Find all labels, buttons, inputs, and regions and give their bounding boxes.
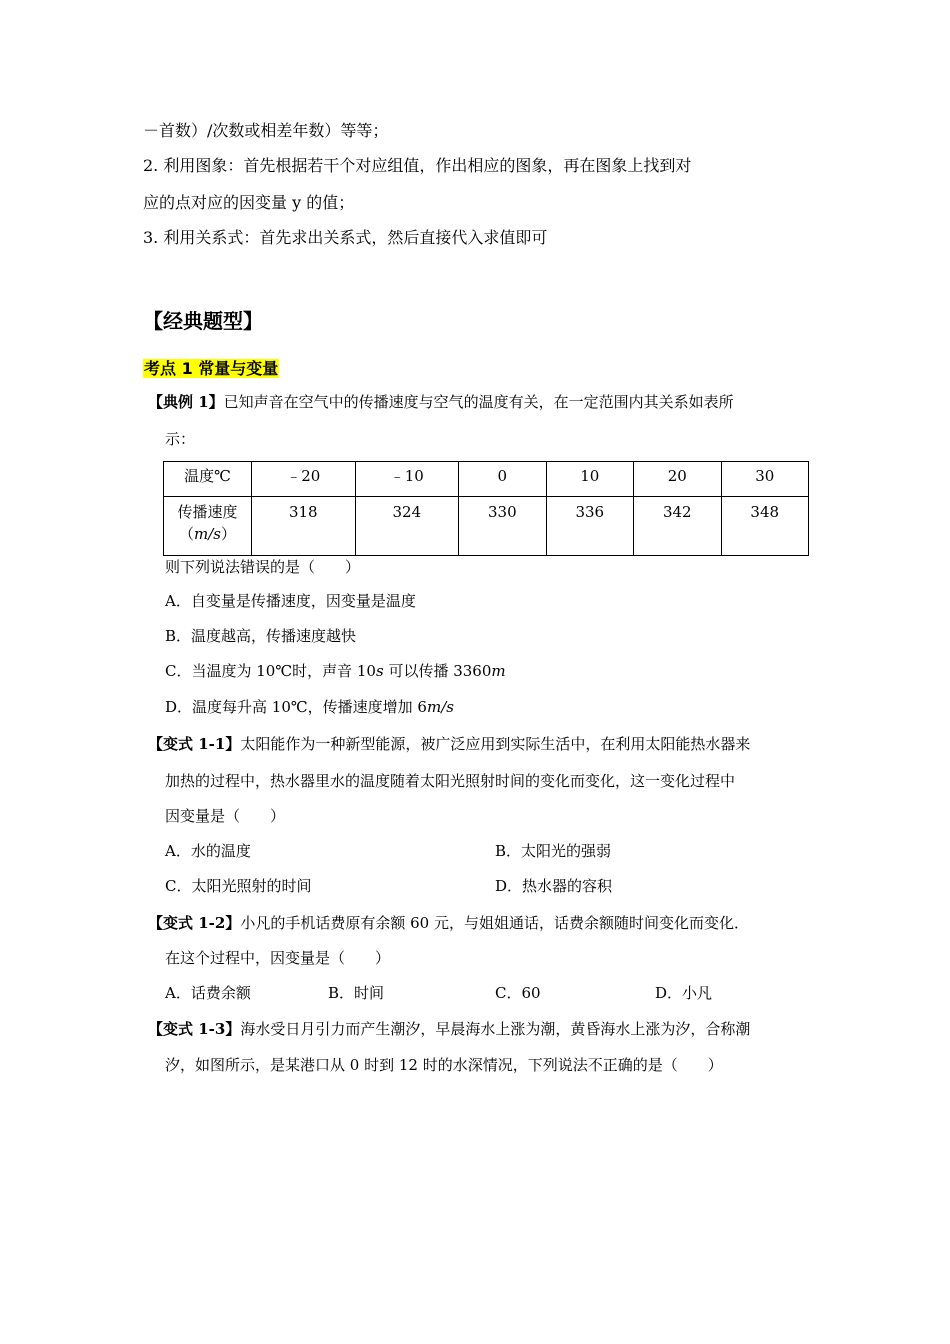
intro-line-4: 3. 利用关系式：首先求出关系式，然后直接代入求值即可 (143, 228, 548, 247)
table-cell: 348 (721, 497, 809, 556)
variant13-tag: 【变式 1-3】 (148, 1020, 241, 1038)
variant12-option-a: A．话费余额 (165, 984, 251, 1002)
variant13-line-1 (148, 1019, 750, 1039)
table-cell: 318 (252, 497, 356, 556)
example1-line-1 (148, 392, 734, 412)
intro-line-2: 2. 利用图象：首先根据若干个对应组值，作出相应的图象，再在图象上找到对 (143, 156, 692, 175)
table-row-speed (164, 497, 809, 556)
variant11-tag: 【变式 1-1】 (148, 735, 241, 753)
option-d-unit: m/s (426, 698, 454, 716)
kaodian-highlight: 考点 1 常量与变量 (144, 359, 279, 378)
table-row-temperature (164, 462, 809, 497)
example1-text-1: 已知声音在空气中的传播速度与空气的温度有关，在一定范围内其关系如表所 (223, 393, 734, 411)
variant13-text-2: 汐，如图所示，是某港口从 0 时到 12 时的水深情况，下列说法不正确的是（ ） (165, 1056, 723, 1074)
option-c-unit-m: m (491, 662, 506, 680)
example1-tag: 【典例 1】 (148, 393, 224, 411)
speed-header-unit (164, 523, 251, 545)
section-title: 【经典题型】 (143, 309, 263, 333)
variant11-option-c: C．太阳光照射的时间 (165, 877, 312, 895)
table-cell: 10 (546, 462, 633, 497)
variant11-option-b: B．太阳光的强弱 (495, 842, 612, 860)
speed-header-label: 传播速度 (177, 503, 238, 521)
variant12-text-2: 在这个过程中，因变量是（ ） (165, 949, 391, 967)
table-cell: 30 (721, 462, 809, 497)
variant12-option-b: B．时间 (328, 984, 385, 1002)
speed-table (163, 461, 809, 556)
variant13-text-1: 海水受日月引力而产生潮汐，早晨海水上涨为潮，黄昏海水上涨为汐，合称潮 (240, 1020, 751, 1038)
paren-open: （ (178, 525, 194, 543)
variant12-option-c: C．60 (495, 984, 541, 1002)
example1-question: 则下列说法错误的是（ ） (165, 558, 361, 576)
intro-line-1: －首数）/次数或相差年数）等等； (143, 121, 389, 140)
variant12-tag: 【变式 1-2】 (148, 914, 241, 932)
table-header-speed (164, 497, 252, 556)
intro-line-3: 应的点对应的因变量 y 的值； (143, 193, 355, 212)
example1-text-2: 示： (165, 430, 196, 448)
variant11-option-d: D．热水器的容积 (495, 877, 613, 895)
table-cell: 336 (546, 497, 633, 556)
variant12-text-1: 小凡的手机话费原有余额 60 元，与姐姐通话，话费余额随时间变化而变化． (240, 914, 749, 932)
table-cell: 20 (634, 462, 721, 497)
table-cell: 330 (459, 497, 546, 556)
example1-option-b: B．温度越高，传播速度越快 (165, 627, 357, 645)
table-cell: 324 (355, 497, 459, 556)
option-c-unit-s: s (375, 662, 384, 680)
example1-option-d (165, 697, 454, 717)
example1-option-a: A．自变量是传播速度，因变量是温度 (165, 592, 416, 610)
variant11-text-3: 因变量是（ ） (165, 807, 286, 825)
option-d-text: D．温度每升高 10℃，传播速度增加 6 (165, 698, 427, 716)
example1-option-c (165, 661, 506, 681)
table-cell: 342 (634, 497, 721, 556)
variant11-text-1: 太阳能作为一种新型能源，被广泛应用到实际生活中，在利用太阳能热水器来 (240, 735, 751, 753)
variant12-option-d: D．小凡 (655, 984, 713, 1002)
table-header-temperature: 温度℃ (164, 462, 252, 497)
variant11-text-2: 加热的过程中，热水器里水的温度随着太阳光照射时间的变化而变化，这一变化过程中 (165, 772, 736, 790)
option-c-text: C．当温度为 10℃时，声音 10 (165, 662, 376, 680)
table-cell: ﹣10 (355, 462, 459, 497)
paren-close: ） (220, 525, 236, 543)
variant11-option-a: A．水的温度 (165, 842, 251, 860)
variant12-line-1 (148, 913, 749, 933)
kaodian-heading (143, 356, 279, 379)
variant11-line-1 (148, 734, 750, 754)
table-cell: ﹣20 (252, 462, 356, 497)
speed-unit: m/s (194, 525, 221, 543)
table-cell: 0 (459, 462, 546, 497)
option-c-text-2: 可以传播 3360 (383, 662, 492, 680)
